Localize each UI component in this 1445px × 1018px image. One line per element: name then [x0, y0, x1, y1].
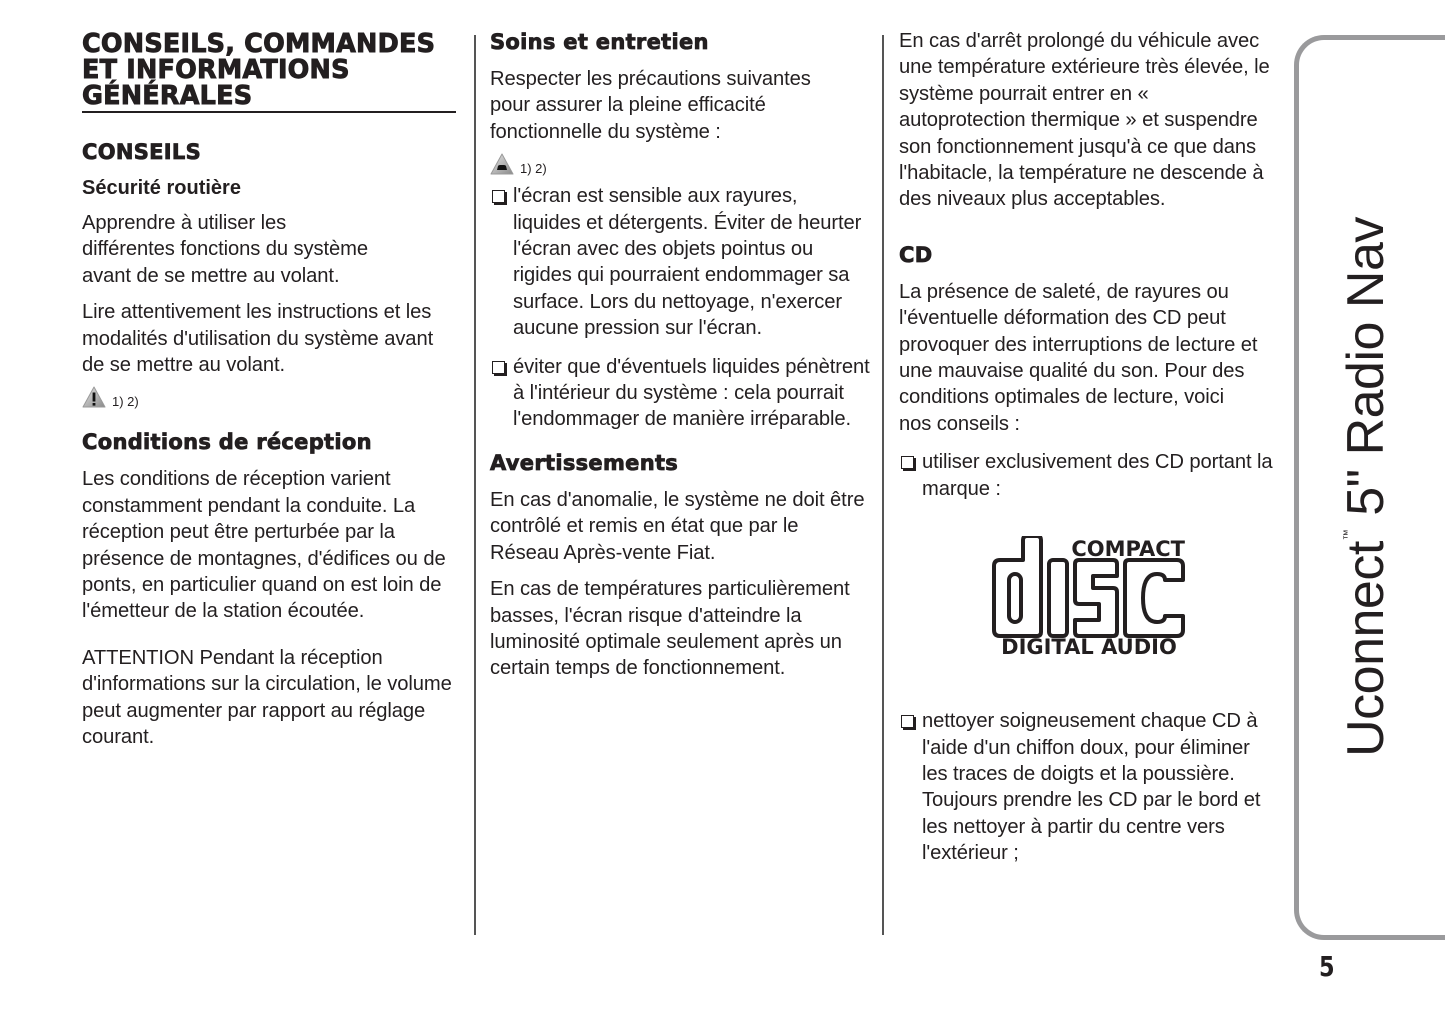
- checkbox-bullet-icon: [492, 361, 505, 374]
- heading-warnings: Avertissements: [490, 450, 679, 475]
- warning-triangle-icon: [82, 386, 106, 413]
- column-left: [82, 28, 458, 751]
- paragraph-reception-1: Les conditions de réception varient constamment pendant la conduite. La réception peut être perturbée par la présence de montagnes, d'édifices ou de ponts, en particulier quand on est loin de l'émetteur de la station écoutée.: [82, 468, 446, 623]
- side-title-brand: Uconnect: [1337, 541, 1395, 757]
- side-title-model: 5" Radio Nav: [1337, 217, 1395, 530]
- column-divider-1: [474, 35, 476, 935]
- paragraph-thermal-protection: En cas d'arrêt prolongé du véhicule avec une température extérieure très élevée, le système pourrait entrer en « autoprotection thermique » et suspendre son fonctionnement jusqu'à ce que dans l'habitacle, la température ne descende à des niveaux plus acceptables.: [899, 30, 1270, 211]
- page-number: 5: [1319, 950, 1335, 983]
- side-tab-title: [1336, 217, 1396, 757]
- paragraph-road-safety-2: Lire attentivement les instructions et les modalités d'utilisation du système avant de se mettre au volant.: [82, 301, 434, 377]
- list-item-text: nettoyer soigneusement chaque CD à l'aide d'un chiffon doux, pour éliminer les traces de doigts et la poussière. Toujours prendre les CD par le bord et les nettoyer à partir du centre vers l'extérieur ;: [922, 710, 1261, 865]
- paragraph-reception-attention: ATTENTION Pendant la réception d'informations sur la circulation, le volume peut augmenter par rapport au réglage courant.: [82, 646, 452, 749]
- column-right: [899, 28, 1279, 867]
- warning-refs: 1) 2): [112, 393, 139, 409]
- list-item: [490, 354, 870, 433]
- list-item-text: éviter que d'éventuels liquides pénètrent à l'intérieur du système : cela pourrait l'endommager de manière irréparable.: [513, 355, 870, 431]
- list-item: [490, 183, 870, 341]
- column-divider-2: [882, 35, 884, 935]
- checkbox-bullet-icon: [901, 456, 914, 469]
- list-item: [899, 449, 1279, 502]
- vehicle-caution-icon: [490, 153, 514, 180]
- warning-reference: [82, 386, 458, 412]
- paragraph-warnings-2: En cas de températures particulièrement basses, l'écran risque d'atteindre la luminosité optimale seulement après un certain temps de fonctionnement.: [490, 578, 850, 680]
- caution-refs: 1) 2): [520, 160, 547, 176]
- heading-care: Soins et entretien: [490, 30, 709, 54]
- list-item: [899, 708, 1279, 866]
- checkbox-bullet-icon: [492, 190, 505, 203]
- paragraph-cd: La présence de saleté, de rayures ou l'éventuelle déformation des CD peut provoquer des interruptions de lecture et une mauvaise qualité du son. Pour des conditions optimales de lecture, voici nos conseils :: [899, 280, 1258, 435]
- paragraph-road-safety-1: Apprendre à utiliser les différentes fonctions du système avant de se mettre au volant.: [82, 212, 368, 287]
- logo-compact-text: COMPACT: [1071, 537, 1185, 562]
- heading-reception: Conditions de réception: [82, 430, 372, 455]
- paragraph-care-intro: Respecter les précautions suivantes pour assurer la pleine efficacité fonctionnelle du système :: [490, 68, 811, 143]
- trademark-symbol: ™: [1342, 529, 1354, 541]
- chapter-title: CONSEILS, COMMANDES ET INFORMATIONS GÉNÉRALES: [82, 31, 456, 113]
- list-item-text: l'écran est sensible aux rayures, liquides et détergents. Éviter de heurter l'écran avec des objets pointus ou rigides qui pourraient endommager sa surface. Lors du nettoyage, n'exercer aucune pression sur l'écran.: [513, 185, 862, 340]
- caution-reference: [490, 153, 870, 179]
- heading-cd: CD: [899, 242, 933, 267]
- section-heading-conseils: CONSEILS: [82, 140, 202, 164]
- compact-disc-logo: [989, 536, 1189, 656]
- paragraph-warnings-1: En cas d'anomalie, le système ne doit être contrôlé et remis en état que par le Réseau Après-vente Fiat.: [490, 488, 865, 564]
- heading-road-safety: Sécurité routière: [82, 177, 241, 199]
- checkbox-bullet-icon: [901, 715, 914, 728]
- column-middle: [490, 28, 870, 682]
- list-item-text: utiliser exclusivement des CD portant la marque :: [922, 451, 1273, 500]
- logo-digital-audio-text: DIGITAL AUDIO: [1001, 635, 1177, 657]
